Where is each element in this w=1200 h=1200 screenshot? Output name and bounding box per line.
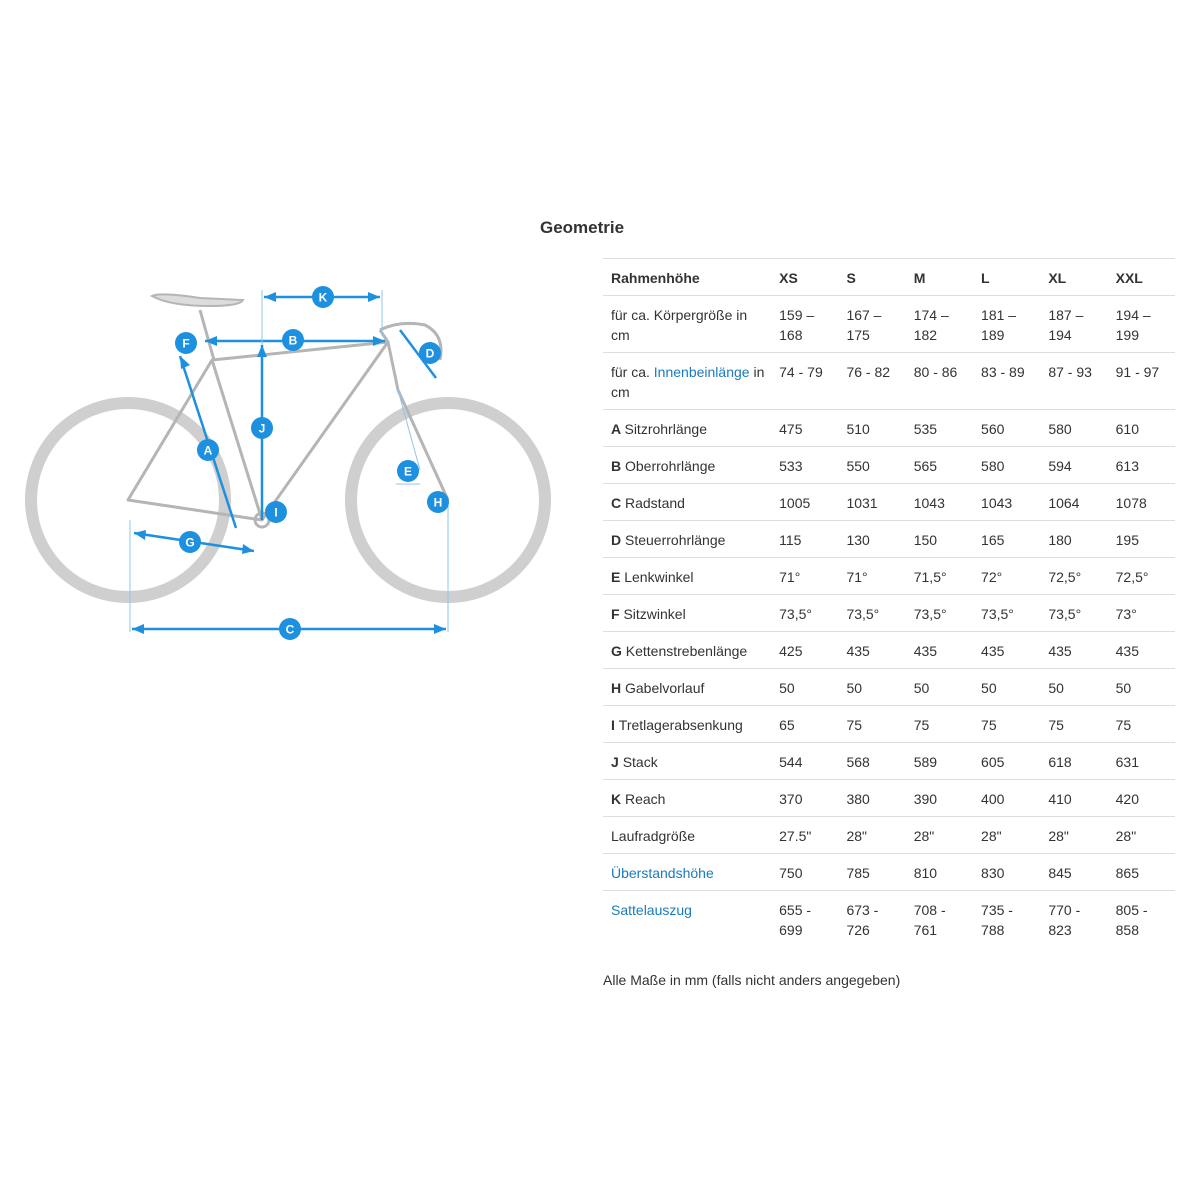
row-label-suffix: in cm — [611, 364, 765, 400]
label-a — [197, 439, 219, 461]
row-label — [603, 817, 771, 854]
cell-value: 673 - 726 — [838, 891, 905, 948]
cell-value: 195 — [1108, 521, 1175, 558]
svg-text:A: A — [203, 443, 213, 458]
cell-value: 50 — [1040, 669, 1107, 706]
svg-text:K: K — [318, 290, 328, 305]
cell-value: 71° — [838, 558, 905, 595]
bike-geometry-diagram — [0, 270, 580, 650]
cell-value: 565 — [906, 447, 973, 484]
cell-value: 165 — [973, 521, 1040, 558]
dimension-letter: A — [611, 421, 625, 437]
label-g — [179, 531, 201, 553]
row-label-link[interactable]: Überstandshöhe — [611, 865, 714, 881]
cell-value: 435 — [1040, 632, 1107, 669]
row-label — [603, 669, 771, 706]
svg-text:C: C — [285, 622, 295, 637]
page-title: Geometrie — [540, 218, 625, 237]
dimension-letter: G — [611, 643, 626, 659]
label-e — [397, 460, 419, 482]
cell-value: 73,5° — [771, 595, 838, 632]
cell-value: 510 — [838, 410, 905, 447]
table-row — [603, 595, 1175, 632]
label-k — [312, 286, 334, 308]
cell-value: 610 — [1108, 410, 1175, 447]
cell-value: 390 — [906, 780, 973, 817]
cell-value: 605 — [973, 743, 1040, 780]
cell-value: 845 — [1040, 854, 1107, 891]
dimension-letter: H — [611, 680, 625, 696]
cell-value: 174 – 182 — [906, 296, 973, 353]
cell-value: 50 — [838, 669, 905, 706]
cell-value: 71,5° — [906, 558, 973, 595]
cell-value: 75 — [906, 706, 973, 743]
table-row — [603, 521, 1175, 558]
cell-value: 159 – 168 — [771, 296, 838, 353]
cell-value: 1064 — [1040, 484, 1107, 521]
cell-value: 594 — [1040, 447, 1107, 484]
row-label-link[interactable]: Sattelauszug — [611, 902, 692, 918]
cell-value: 181 – 189 — [973, 296, 1040, 353]
saddle — [152, 294, 243, 306]
dimension-letter: C — [611, 495, 625, 511]
row-label — [603, 447, 771, 484]
row-label-text: Sitzwinkel — [623, 606, 686, 622]
cell-value: 73,5° — [1040, 595, 1107, 632]
svg-text:G: G — [185, 535, 195, 550]
table-row — [603, 484, 1175, 521]
row-label — [603, 353, 771, 410]
cell-value: 72,5° — [1108, 558, 1175, 595]
row-label — [603, 743, 771, 780]
cell-value: 71° — [771, 558, 838, 595]
header-size-xxl: XXL — [1108, 259, 1175, 296]
row-label — [603, 558, 771, 595]
dimension-letter: F — [611, 606, 624, 622]
svg-text:B: B — [288, 333, 298, 348]
cell-value: 73,5° — [906, 595, 973, 632]
cell-value: 73,5° — [973, 595, 1040, 632]
table-body — [603, 296, 1175, 948]
cell-value: 115 — [771, 521, 838, 558]
svg-text:I: I — [274, 505, 278, 520]
cell-value: 50 — [1108, 669, 1175, 706]
row-label-text: Stack — [622, 754, 658, 770]
table-row — [603, 891, 1175, 948]
cell-value: 87 - 93 — [1040, 353, 1107, 410]
row-label-text: Lenkwinkel — [624, 569, 694, 585]
dimension-letter: I — [611, 717, 619, 733]
label-j — [251, 417, 273, 439]
row-label — [603, 296, 771, 353]
cell-value: 28" — [1040, 817, 1107, 854]
row-label — [603, 706, 771, 743]
cell-value: 83 - 89 — [973, 353, 1040, 410]
label-d — [419, 342, 441, 364]
cell-value: 580 — [973, 447, 1040, 484]
cell-value: 50 — [973, 669, 1040, 706]
row-label-text: Gabelvorlauf — [625, 680, 705, 696]
row-label-text: Kettenstrebenlänge — [625, 643, 748, 659]
cell-value: 1005 — [771, 484, 838, 521]
row-label — [603, 410, 771, 447]
row-label-text: Sitzrohrlänge — [624, 421, 707, 437]
table-row — [603, 854, 1175, 891]
cell-value: 72,5° — [1040, 558, 1107, 595]
cell-value: 533 — [771, 447, 838, 484]
label-b — [282, 329, 304, 351]
table-row — [603, 410, 1175, 447]
dimension-letter: D — [611, 532, 625, 548]
dimension-letter: E — [611, 569, 625, 585]
table-header-row — [603, 259, 1175, 296]
row-label-text: Steuerrohrlänge — [625, 532, 726, 548]
row-label — [603, 891, 771, 948]
cell-value: 28" — [906, 817, 973, 854]
cell-value: 380 — [838, 780, 905, 817]
cell-value: 1043 — [906, 484, 973, 521]
svg-text:F: F — [182, 336, 190, 351]
cell-value: 805 - 858 — [1108, 891, 1175, 948]
row-label — [603, 854, 771, 891]
cell-value: 810 — [906, 854, 973, 891]
cell-value: 750 — [771, 854, 838, 891]
header-size-l: L — [973, 259, 1040, 296]
row-label — [603, 521, 771, 558]
cell-value: 130 — [838, 521, 905, 558]
cell-value: 73,5° — [838, 595, 905, 632]
cell-value: 770 - 823 — [1040, 891, 1107, 948]
cell-value: 76 - 82 — [838, 353, 905, 410]
table-row — [603, 447, 1175, 484]
cell-value: 180 — [1040, 521, 1107, 558]
cell-value: 589 — [906, 743, 973, 780]
table-row — [603, 669, 1175, 706]
cell-value: 370 — [771, 780, 838, 817]
cell-value: 1043 — [973, 484, 1040, 521]
cell-value: 150 — [906, 521, 973, 558]
cell-value: 410 — [1040, 780, 1107, 817]
row-label-text: Radstand — [625, 495, 685, 511]
header-size-xl: XL — [1040, 259, 1107, 296]
header-size-xs: XS — [771, 259, 838, 296]
cell-value: 194 – 199 — [1108, 296, 1175, 353]
cell-value: 655 - 699 — [771, 891, 838, 948]
row-label-text: Laufradgröße — [611, 828, 696, 844]
cell-value: 75 — [1040, 706, 1107, 743]
cell-value: 544 — [771, 743, 838, 780]
table-row — [603, 353, 1175, 410]
row-label-text: für ca. — [611, 364, 654, 380]
svg-text:H: H — [433, 495, 443, 510]
row-label-text: Oberrohrlänge — [625, 458, 716, 474]
cell-value: 400 — [973, 780, 1040, 817]
cell-value: 535 — [906, 410, 973, 447]
row-label — [603, 484, 771, 521]
table-row — [603, 780, 1175, 817]
cell-value: 28" — [1108, 817, 1175, 854]
cell-value: 425 — [771, 632, 838, 669]
header-size-s: S — [838, 259, 905, 296]
table-row — [603, 296, 1175, 353]
label-c — [279, 618, 301, 640]
cell-value: 865 — [1108, 854, 1175, 891]
table-row — [603, 817, 1175, 854]
cell-value: 187 – 194 — [1040, 296, 1107, 353]
dimension-letter: J — [611, 754, 623, 770]
cell-value: 75 — [973, 706, 1040, 743]
cell-value: 1078 — [1108, 484, 1175, 521]
cell-value: 80 - 86 — [906, 353, 973, 410]
table-row — [603, 743, 1175, 780]
cell-value: 618 — [1040, 743, 1107, 780]
cell-value: 50 — [771, 669, 838, 706]
cell-value: 631 — [1108, 743, 1175, 780]
dimension-letter: B — [611, 458, 625, 474]
table-row — [603, 632, 1175, 669]
label-f — [175, 332, 197, 354]
cell-value: 420 — [1108, 780, 1175, 817]
cell-value: 75 — [838, 706, 905, 743]
table-row — [603, 558, 1175, 595]
row-label-link[interactable]: Innenbeinlänge — [653, 364, 750, 380]
header-size-m: M — [906, 259, 973, 296]
header-frame-size: Rahmenhöhe — [603, 259, 771, 296]
cell-value: 435 — [906, 632, 973, 669]
row-label-text: Reach — [625, 791, 666, 807]
cell-value: 735 - 788 — [973, 891, 1040, 948]
row-label — [603, 780, 771, 817]
dimension-letter: K — [611, 791, 625, 807]
cell-value: 435 — [838, 632, 905, 669]
cell-value: 167 – 175 — [838, 296, 905, 353]
cell-value: 550 — [838, 447, 905, 484]
label-i — [265, 501, 287, 523]
geometry-table — [603, 258, 1175, 947]
cell-value: 74 - 79 — [771, 353, 838, 410]
svg-text:E: E — [403, 464, 413, 479]
cell-value: 72° — [973, 558, 1040, 595]
cell-value: 27.5" — [771, 817, 838, 854]
row-label-text: Tretlagerabsenkung — [618, 717, 743, 733]
cell-value: 435 — [973, 632, 1040, 669]
cell-value: 475 — [771, 410, 838, 447]
row-label — [603, 595, 771, 632]
cell-value: 830 — [973, 854, 1040, 891]
cell-value: 560 — [973, 410, 1040, 447]
label-h — [427, 491, 449, 513]
cell-value: 580 — [1040, 410, 1107, 447]
row-label — [603, 632, 771, 669]
cell-value: 435 — [1108, 632, 1175, 669]
cell-value: 708 - 761 — [906, 891, 973, 948]
cell-value: 613 — [1108, 447, 1175, 484]
cell-value: 28" — [973, 817, 1040, 854]
svg-text:J: J — [258, 421, 266, 436]
cell-value: 65 — [771, 706, 838, 743]
svg-text:D: D — [425, 346, 435, 361]
cell-value: 50 — [906, 669, 973, 706]
cell-value: 785 — [838, 854, 905, 891]
cell-value: 91 - 97 — [1108, 353, 1175, 410]
cell-value: 75 — [1108, 706, 1175, 743]
table-row — [603, 706, 1175, 743]
cell-value: 28" — [838, 817, 905, 854]
cell-value: 73° — [1108, 595, 1175, 632]
cell-value: 568 — [838, 743, 905, 780]
cell-value: 1031 — [838, 484, 905, 521]
row-label-text: für ca. Körpergröße in cm — [611, 307, 748, 343]
footnote: Alle Maße in mm (falls nicht anders angegeben) — [603, 972, 901, 988]
